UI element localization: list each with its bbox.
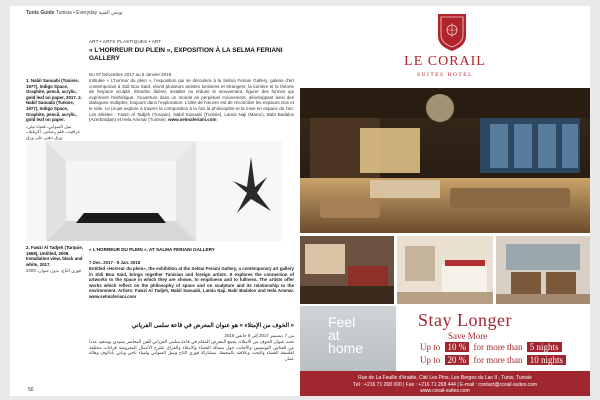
offer-mid: for more than (473, 355, 523, 365)
website-link[interactable]: www.selmaferiani.com (89, 293, 137, 299)
hotel-phone: Tél : +216 71 268 000 | Fax : +216 71 268 444 | E-mail : contact@corail-suites.com (352, 381, 538, 388)
caption-text: 1. Nabil Saouabi (Tunisie, 1977), Indigo Space, Graphite, pencil, acrylic, gold leaf on paper, 2017. 2. Nabil Saouabi (Tunisie, 1977), Indigo Space, Graphite, pencil, acrylic, gold leaf on paper. (26, 78, 82, 123)
lobby-photo (300, 88, 590, 233)
offer-nights: 5 nights (527, 342, 562, 352)
caption-text: 2. Fawzi Al Tadjeh (Turquie, 1968), Untitled, 2009. Installation view, black and white, 2017. (26, 245, 83, 267)
hotel-crest-logo-icon (436, 12, 468, 52)
image-caption-2 (26, 245, 84, 274)
promo-headline: Stay Longer (418, 310, 512, 330)
section-name: Tunisia • Everyday (55, 10, 98, 16)
caption-arabic: فوزي التاج، بدون عنوان، 2009 (26, 268, 82, 274)
article-date: Du 07 Décembre 2017 au 8 Janvier 2018 (89, 72, 172, 77)
page-number: 50 (28, 387, 34, 393)
room-photo (300, 236, 394, 304)
hotel-advertisement (300, 6, 590, 396)
magazine-article-page (10, 6, 300, 396)
home-word: home (328, 340, 364, 356)
english-date: 7 Dec. 2017 - 8 Jan. 2018 (89, 260, 141, 265)
promo-subline: Save More (448, 331, 488, 341)
brand-subtitle: SUITES HOTEL (416, 72, 474, 78)
room-photo (397, 236, 493, 304)
arabic-body: تحت عنوان الخوف من الامتلاء، يجمع المعرض المقام في قاعة سلمى الفرياني للفن المعاصر بسيدي بوسعيد عددا من الفنانين التونسيين والأجانب حول مسألة الفضاء والامتلاء والفراغ. تقترح الأعمال المعروضة قراءات مختلفة لفلسفة الفضاء والنحت وعلاقته بالمحيط، بمشاركة فوزي التاج ونبيل الصوابي ولمياء ناجي وبابي بادالوف وهالة عمار. (89, 339, 294, 361)
promo-block (300, 306, 590, 371)
hotel-address: Rue de La Feuille d'érable, Cité Les Pins, Les Berges du Lac II , Tunis, Tunisie (358, 375, 532, 381)
english-body (89, 266, 294, 300)
english-section-title: « L'HORREUR DU PLEIN », AT SALMA FERIANI GALLERY (89, 247, 215, 252)
article-title: « L'HORREUR DU PLEIN », EXPOSITION À LA SELMA FERIANI GALLERY (89, 47, 283, 62)
page-header (26, 10, 123, 16)
caption-arabic: نبيل الصوابي، فضاء نيلي، غرافيت، قلم رصاص، أكريليك، ورق ذهبي على ورق (26, 123, 80, 140)
offer-line-2 (420, 355, 568, 365)
header-arabic: تونس الفنية (98, 10, 123, 16)
gallery-installation-illustration (26, 141, 282, 241)
at-word: at (328, 327, 340, 343)
arabic-section-title: « الخوف من الإمتلاء » هو عنوان المعرض في قاعة سلمى الفرياني (131, 323, 294, 329)
gallery-photo (26, 141, 282, 241)
offer-line-1 (420, 342, 564, 352)
brand-name: LE CORAIL (404, 54, 486, 69)
arabic-date: من 7 ديسمبر 2017 إلى 8 جانفي 2018 (224, 333, 294, 338)
body-text: Entitled «Horreur du plein», the exhibition at the Selma Feriani Gallery, a contemporary art gallery in Sidi Bou Said, brings together Tunisian and foreign artists. It explores the connection of artworks to the space in which they are shown, to emptiness and to fullness. The artists offer works which reflect on the philosophy of space and on sculpture and its relationship to the environment. Artists: Fawzi Al Tadjeh, Nabil Saouabi, Lamia Naji, Babi Badalov and Hela Ammar. (89, 266, 294, 294)
offer-percent: 20 % (445, 355, 470, 365)
offer-mid: for more than (473, 342, 523, 352)
magazine-name: Tunis Guide (26, 10, 55, 16)
offer-prefix: Up to (420, 355, 441, 365)
article-body-fr (89, 78, 294, 123)
contact-footer (300, 371, 590, 396)
hotel-website[interactable]: www.corail-suites.com (420, 388, 470, 394)
feel-word: Feel (328, 314, 356, 330)
article-kicker: ART • ARTS PLASTIQUES • ART (89, 39, 162, 44)
image-caption-1 (26, 78, 84, 141)
feel-at-home-box (300, 306, 396, 371)
room-photo (496, 236, 590, 304)
offer-prefix: Up to (420, 342, 441, 352)
room-thumbnails (300, 236, 590, 304)
website-link[interactable]: www.selmaferiani.com (168, 117, 217, 123)
offer-percent: 10 % (445, 342, 470, 352)
body-text: Intitulée « L'horreur du plein », l'exposition qui se déroulera à la Selma Feriani Gallery, galerie d'art contemporain à Sidi Bou Saïd, réunit plusieurs artistes tunisiens et étrangers; la lumière et la théorie de l'espace sculpté. Étendre, libérer, installer ou réduire le mouvement, figurer des formes qui expriment l'esthétique, l'ouverture dans un monde en perpétuel mouvement, développant ainsi des dialogues multiples, toujours dans l'exploration. L'idée de l'œuvre est de réconcilier les espaces clos et le vide. Le projet explore à travers la composition à la fois la philosophie et la mise en espace de l'art. Les artistes : Fawzi Al Tadjeh (Turquie), Nabil Saouabi (Tunisie), Lamia Naji (Maroc), Babi Badalov (Azerbaïdjan) et Hela Ammar (Tunisie). (89, 78, 294, 123)
offer-nights: 10 nights (527, 355, 566, 365)
